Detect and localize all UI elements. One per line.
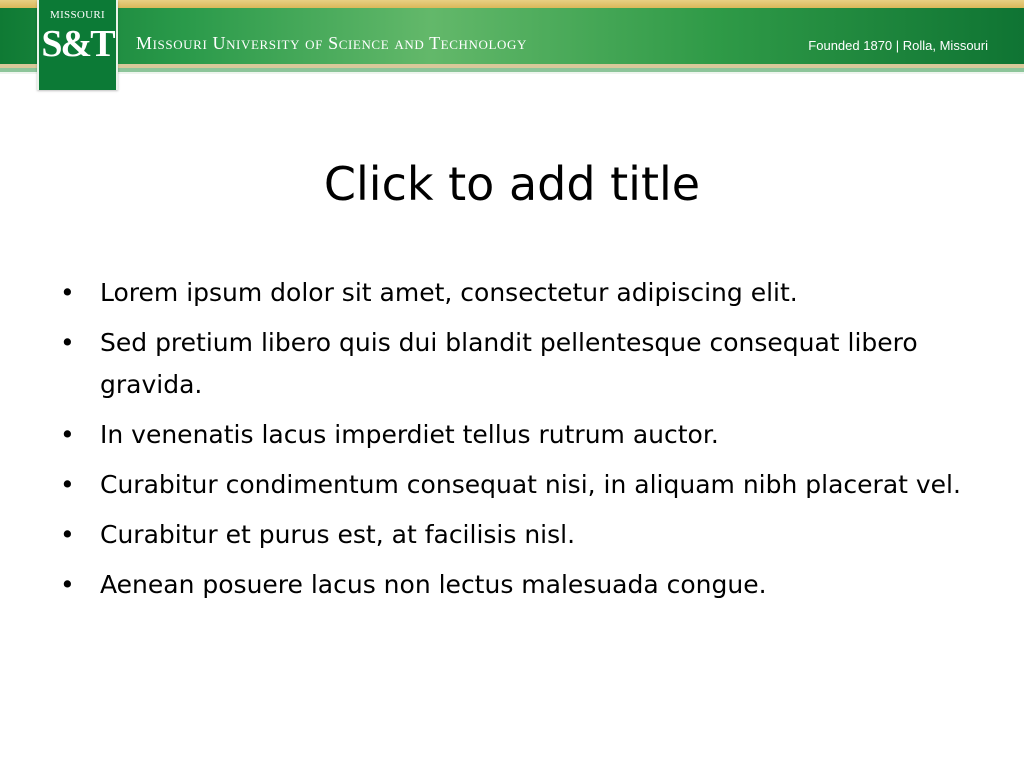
bullet-text: Curabitur condimentum consequat nisi, in aliquam nibh placerat vel. xyxy=(100,470,961,499)
bullet-icon: • xyxy=(60,278,75,307)
university-logo xyxy=(37,0,118,90)
bullet-item xyxy=(60,322,980,406)
bullet-text: Sed pretium libero quis dui blandit pellentesque consequat libero gravida. xyxy=(100,328,918,399)
logo-text-main: S&T xyxy=(41,23,114,65)
bullet-list[interactable] xyxy=(60,272,980,614)
bullet-icon: • xyxy=(60,520,75,549)
bullet-icon: • xyxy=(60,470,75,499)
bullet-text: Aenean posuere lacus non lectus malesuada congue. xyxy=(100,570,767,599)
logo-text-top: MISSOURI xyxy=(50,9,105,21)
bullet-icon: • xyxy=(60,328,75,357)
bullet-item xyxy=(60,464,980,506)
bullet-icon: • xyxy=(60,570,75,599)
bullet-item xyxy=(60,414,980,456)
header-gold-bar xyxy=(0,0,1024,8)
university-name: Missouri University of Science and Technology xyxy=(136,33,527,53)
bullet-item xyxy=(60,514,980,556)
bullet-item xyxy=(60,272,980,314)
bullet-icon: • xyxy=(60,420,75,449)
header-stripe xyxy=(0,72,1024,74)
bullet-text: In venenatis lacus imperdiet tellus rutrum auctor. xyxy=(100,420,719,449)
slide-title[interactable]: Click to add title xyxy=(323,157,701,211)
bullet-item xyxy=(60,564,980,606)
bullet-text: Curabitur et purus est, at facilisis nisl. xyxy=(100,520,576,549)
bullet-text: Lorem ipsum dolor sit amet, consectetur adipiscing elit. xyxy=(100,278,798,307)
header-tagline: Founded 1870 | Rolla, Missouri xyxy=(808,38,988,53)
